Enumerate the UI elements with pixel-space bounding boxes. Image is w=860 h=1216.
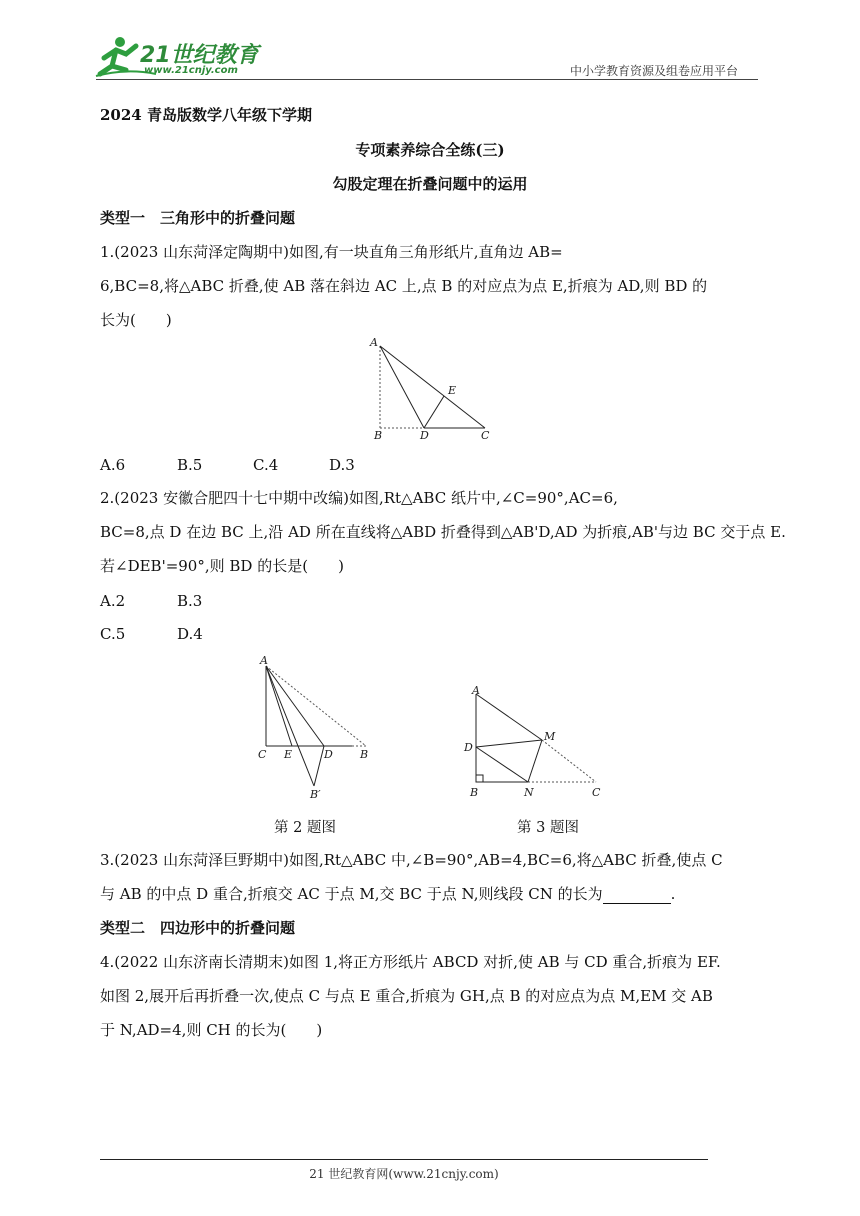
q4-line-1: 4.(2022 山东济南长清期末)如图 1,将正方形纸片 ABCD 对折,使 AB 与 CD 重合,折痕为 EF. bbox=[100, 953, 721, 971]
q1-option-a: A.6 bbox=[100, 456, 126, 474]
q3-line-2 bbox=[100, 884, 675, 904]
q1-figure bbox=[360, 336, 500, 446]
q3-label-c: C bbox=[592, 786, 601, 799]
q2-figure-caption: 第 2 题图 bbox=[274, 820, 336, 836]
logo-title: 21世纪教育 bbox=[140, 43, 259, 68]
doc-subject: 2024 青岛版数学八年级下学期 bbox=[100, 106, 312, 124]
q1-stem-end: 长为( bbox=[100, 311, 136, 329]
q2-option-b: B.3 bbox=[177, 592, 203, 610]
q3-figure bbox=[462, 684, 612, 804]
q3-figure-caption: 第 3 题图 bbox=[517, 820, 579, 836]
q1-label-d: D bbox=[420, 429, 429, 442]
q4-line-2: 如图 2,展开后再折叠一次,使点 C 与点 E 重合,折痕为 GH,点 B 的对应点为点 M,EM 交 AB bbox=[100, 987, 713, 1005]
q2-label-b-prime: B′ bbox=[310, 788, 321, 801]
section-heading-1: 类型一 三角形中的折叠问题 bbox=[100, 209, 296, 227]
q4-stem-end: 于 N,AD=4,则 CH 的长为( bbox=[100, 1021, 287, 1039]
q1-option-d: D.3 bbox=[329, 456, 355, 474]
q2-line-2: BC=8,点 D 在边 BC 上,沿 AD 所在直线将△ABD 折叠得到△AB'D,AD 为折痕,AB'与边 BC 交于点 E. bbox=[100, 523, 786, 541]
doc-title: 专项素养综合全练(三) bbox=[355, 141, 505, 159]
q2-label-c: C bbox=[258, 748, 267, 761]
footer-divider bbox=[100, 1159, 708, 1160]
q2-option-d: D.4 bbox=[177, 625, 203, 643]
q2-stem-end: 若∠DEB'=90°,则 BD 的长是( bbox=[100, 557, 309, 575]
q3-label-b: B bbox=[470, 786, 479, 799]
q1-label-c: C bbox=[481, 429, 490, 442]
doc-subtitle: 勾股定理在折叠问题中的运用 bbox=[332, 175, 528, 193]
q2-option-c: C.5 bbox=[100, 625, 126, 643]
q3-answer-blank bbox=[603, 887, 671, 904]
q3-line-1: 3.(2023 山东菏泽巨野期中)如图,Rt△ABC 中,∠B=90°,AB=4,BC=6,将△ABC 折叠,使点 C bbox=[100, 851, 723, 869]
logo-url: www.21cnjy.com bbox=[144, 65, 238, 76]
q2-label-b: B bbox=[360, 748, 369, 761]
q1-label-e: E bbox=[448, 384, 457, 397]
q3-label-d: D bbox=[464, 741, 473, 754]
q3-stem: 与 AB 的中点 D 重合,折痕交 AC 于点 M,交 BC 于点 N,则线段 CN 的长为 bbox=[100, 885, 603, 903]
footer-text: 21 世纪教育网(www.21cnjy.com) bbox=[309, 1167, 499, 1181]
q3-label-a: A bbox=[472, 684, 480, 697]
q1-paren-close: ) bbox=[165, 311, 172, 329]
q2-option-a: A.2 bbox=[100, 592, 126, 610]
q2-line-3 bbox=[100, 556, 344, 576]
q1-option-c: C.4 bbox=[253, 456, 279, 474]
q3-label-n: N bbox=[524, 786, 534, 799]
q4-paren-close: ) bbox=[316, 1021, 323, 1039]
q4-line-3 bbox=[100, 1020, 322, 1040]
q2-label-a: A bbox=[260, 654, 268, 667]
q2-figure bbox=[254, 654, 384, 804]
q1-label-a: A bbox=[370, 336, 378, 349]
q1-label-b: B bbox=[374, 429, 383, 442]
q2-line-1: 2.(2023 安徽合肥四十七中期中改编)如图,Rt△ABC 纸片中,∠C=90°,AC=6, bbox=[100, 489, 618, 507]
q3-label-m: M bbox=[544, 730, 556, 743]
q1-line-1: 1.(2023 山东菏泽定陶期中)如图,有一块直角三角形纸片,直角边 AB= bbox=[100, 243, 563, 261]
section-heading-2: 类型二 四边形中的折叠问题 bbox=[100, 919, 296, 937]
q3-period: . bbox=[670, 885, 676, 903]
q2-label-d: D bbox=[324, 748, 333, 761]
q1-option-b: B.5 bbox=[177, 456, 203, 474]
header-divider bbox=[96, 79, 758, 80]
q2-paren-close: ) bbox=[338, 557, 344, 575]
header-platform-text: 中小学教育资源及组卷应用平台 bbox=[570, 64, 739, 78]
q1-line-3 bbox=[100, 310, 172, 330]
q1-line-2: 6,BC=8,将△ABC 折叠,使 AB 落在斜边 AC 上,点 B 的对应点为点 E,折痕为 AD,则 BD 的 bbox=[100, 277, 708, 295]
q2-label-e: E bbox=[284, 748, 293, 761]
